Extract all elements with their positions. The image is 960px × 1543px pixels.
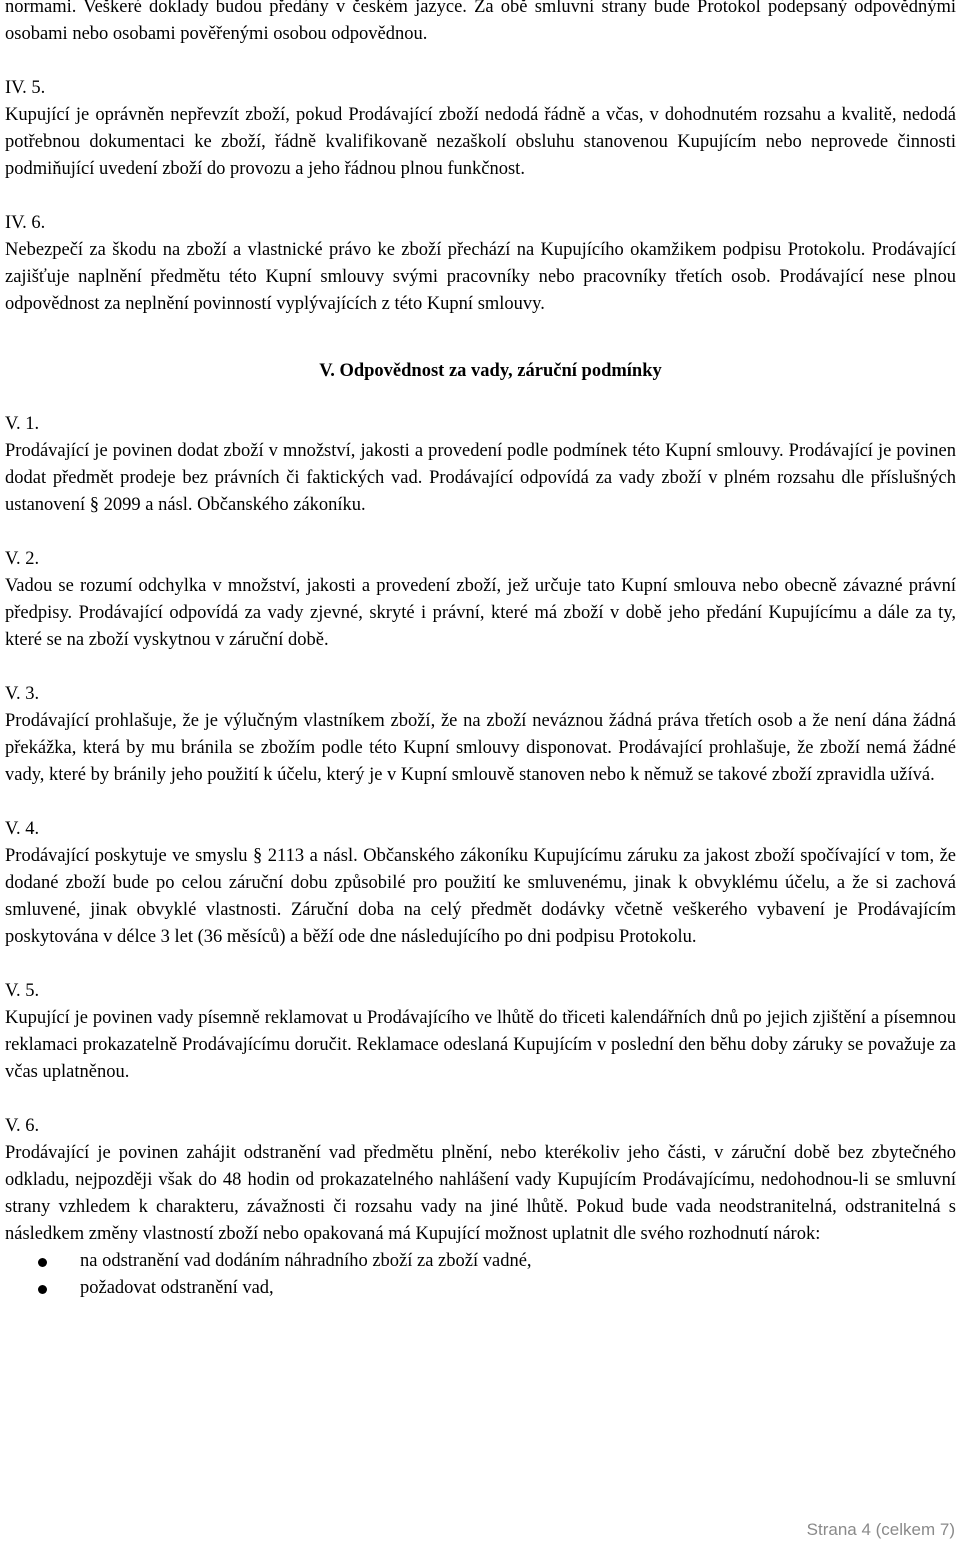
clause-v3-label: V. 3. bbox=[5, 684, 40, 704]
section-v-heading: V. Odpovědnost za vady, záruční podmínky bbox=[319, 361, 662, 381]
clause-v2-label: V. 2. bbox=[5, 549, 40, 569]
clause-v4-label: V. 4. bbox=[5, 819, 40, 839]
clause-iv5-text: Kupující je oprávněn nepřevzít zboží, pokud Prodávající zboží nedodá řádně a včas, v dohodnutém rozsahu a kvalitě, nedodá potřebnou dokumentaci ke zboží, řádně kvalifikovaně nezaškolí obsluhu stanovenou Kupujícím nebo neprovede činnosti podmiňující uvedení zboží do provozu a jeho řádnou plnou funkčnost. bbox=[5, 105, 956, 179]
clause-v5-label: V. 5. bbox=[5, 981, 40, 1001]
clause-v5-text: Kupující je povinen vady písemně reklamovat u Prodávajícího ve lhůtě do třiceti kalendářních dnů po jejich zjištění a písemnou reklamaci prokazatelně Prodávajícímu doručit. Reklamace odeslaná Kupujícím v poslední den běhu doby záruky se považuje za včas uplatněnou. bbox=[5, 1008, 956, 1082]
clause-v2-text: Vadou se rozumí odchylka v množství, jakosti a provedení zboží, jež určuje tato Kupní smlouva nebo obecně závazné právní předpisy. Prodávající odpovídá za vady zjevné, skryté i právní, které má zboží v době jeho předání Kupujícímu a dále za ty, které se na zboží vyskytnou v záruční době. bbox=[5, 576, 956, 650]
clause-v6-label: V. 6. bbox=[5, 1116, 40, 1136]
bullet-text: požadovat odstranění vad, bbox=[80, 1278, 274, 1298]
document-body bbox=[5, 0, 956, 1302]
clause-iv6-text: Nebezpečí za škodu na zboží a vlastnické právo ke zboží přechází na Kupujícího okamžikem podpisu Protokolu. Prodávající zajišťuje naplnění předmětu této Kupní smlouvy svými pracovníky nebo pracovníky třetích osob. Prodávající nese plnou odpovědnost za neplnění povinností vyplývajících z této Kupní smlouvy. bbox=[5, 240, 956, 314]
page-footer: Strana 4 (celkem 7) bbox=[806, 1520, 955, 1539]
clause-iv6-label: IV. 6. bbox=[5, 213, 46, 233]
clause-v4-text: Prodávající poskytuje ve smyslu § 2113 a násl. Občanského zákoníku Kupujícímu záruku za jakost zboží spočívající v tom, že dodané zboží bude po celou záruční dobu způsobilé pro použití ke smluvenému, jinak k obvyklému účelu, a že si zachová smluvené, jinak obvyklé vlastnosti. Záruční doba na celý předmět dodávky včetně veškerého vybavení je Prodávajícím poskytována v délce 3 let (36 měsíců) a běží ode dne následujícího po dni podpisu Protokolu. bbox=[5, 846, 956, 947]
list-item bbox=[5, 1248, 956, 1275]
clause-v6-text: Prodávající je povinen zahájit odstranění vad předmětu plnění, nebo kterékoliv jeho části, v záruční době bez zbytečného odkladu, nejpozději však do 48 hodin od prokazatelného nahlášení vady Kupujícím Prodávajícímu, nedohodnou-li se smluvní strany vzhledem k charakteru, závažnosti či rozsahu vady na jiné lhůtě. Pokud bude vada neodstranitelná, odstranitelná s následkem změny vlastností zboží nebo opakovaná má Kupující možnost uplatnit dle svého rozhodnutí nárok: bbox=[5, 1143, 956, 1244]
clause-v3-text: Prodávající prohlašuje, že je výlučným vlastníkem zboží, že na zboží neváznou žádná práva třetích osob a že není dána žádná překážka, která by mu bránila se zbožím podle této Kupní smlouvy disponovat. Prodávající prohlašuje, že zboží nemá žádné vady, které by bránily jeho použití k účelu, který je v Kupní smlouvě stanoven nebo k němuž se takové zboží zpravidla užívá. bbox=[5, 711, 956, 785]
bullet-text: na odstranění vad dodáním náhradního zboží za zboží vadné, bbox=[80, 1251, 532, 1271]
list-item bbox=[5, 1275, 956, 1302]
clause-iv5-label: IV. 5. bbox=[5, 78, 46, 98]
top-fragment-paragraph: normami. Veškeré doklady budou předány v českém jazyce. Za obě smluvní strany bude Protokol podepsaný odpovědnými osobami nebo osobami pověřenými osobou odpovědnou. bbox=[5, 0, 956, 44]
bullet-icon bbox=[38, 1285, 47, 1294]
bullet-icon bbox=[38, 1258, 47, 1267]
clause-v1-text: Prodávající je povinen dodat zboží v množství, jakosti a provedení podle podmínek této Kupní smlouvy. Prodávající je povinen dodat předmět prodeje bez právních či faktických vad. Prodávající odpovídá za vady zboží v plném rozsahu dle příslušných ustanovení § 2099 a násl. Občanského zákoníku. bbox=[5, 441, 956, 515]
clause-v6-bullet-list bbox=[5, 1248, 956, 1302]
clause-v1-label: V. 1. bbox=[5, 414, 40, 434]
